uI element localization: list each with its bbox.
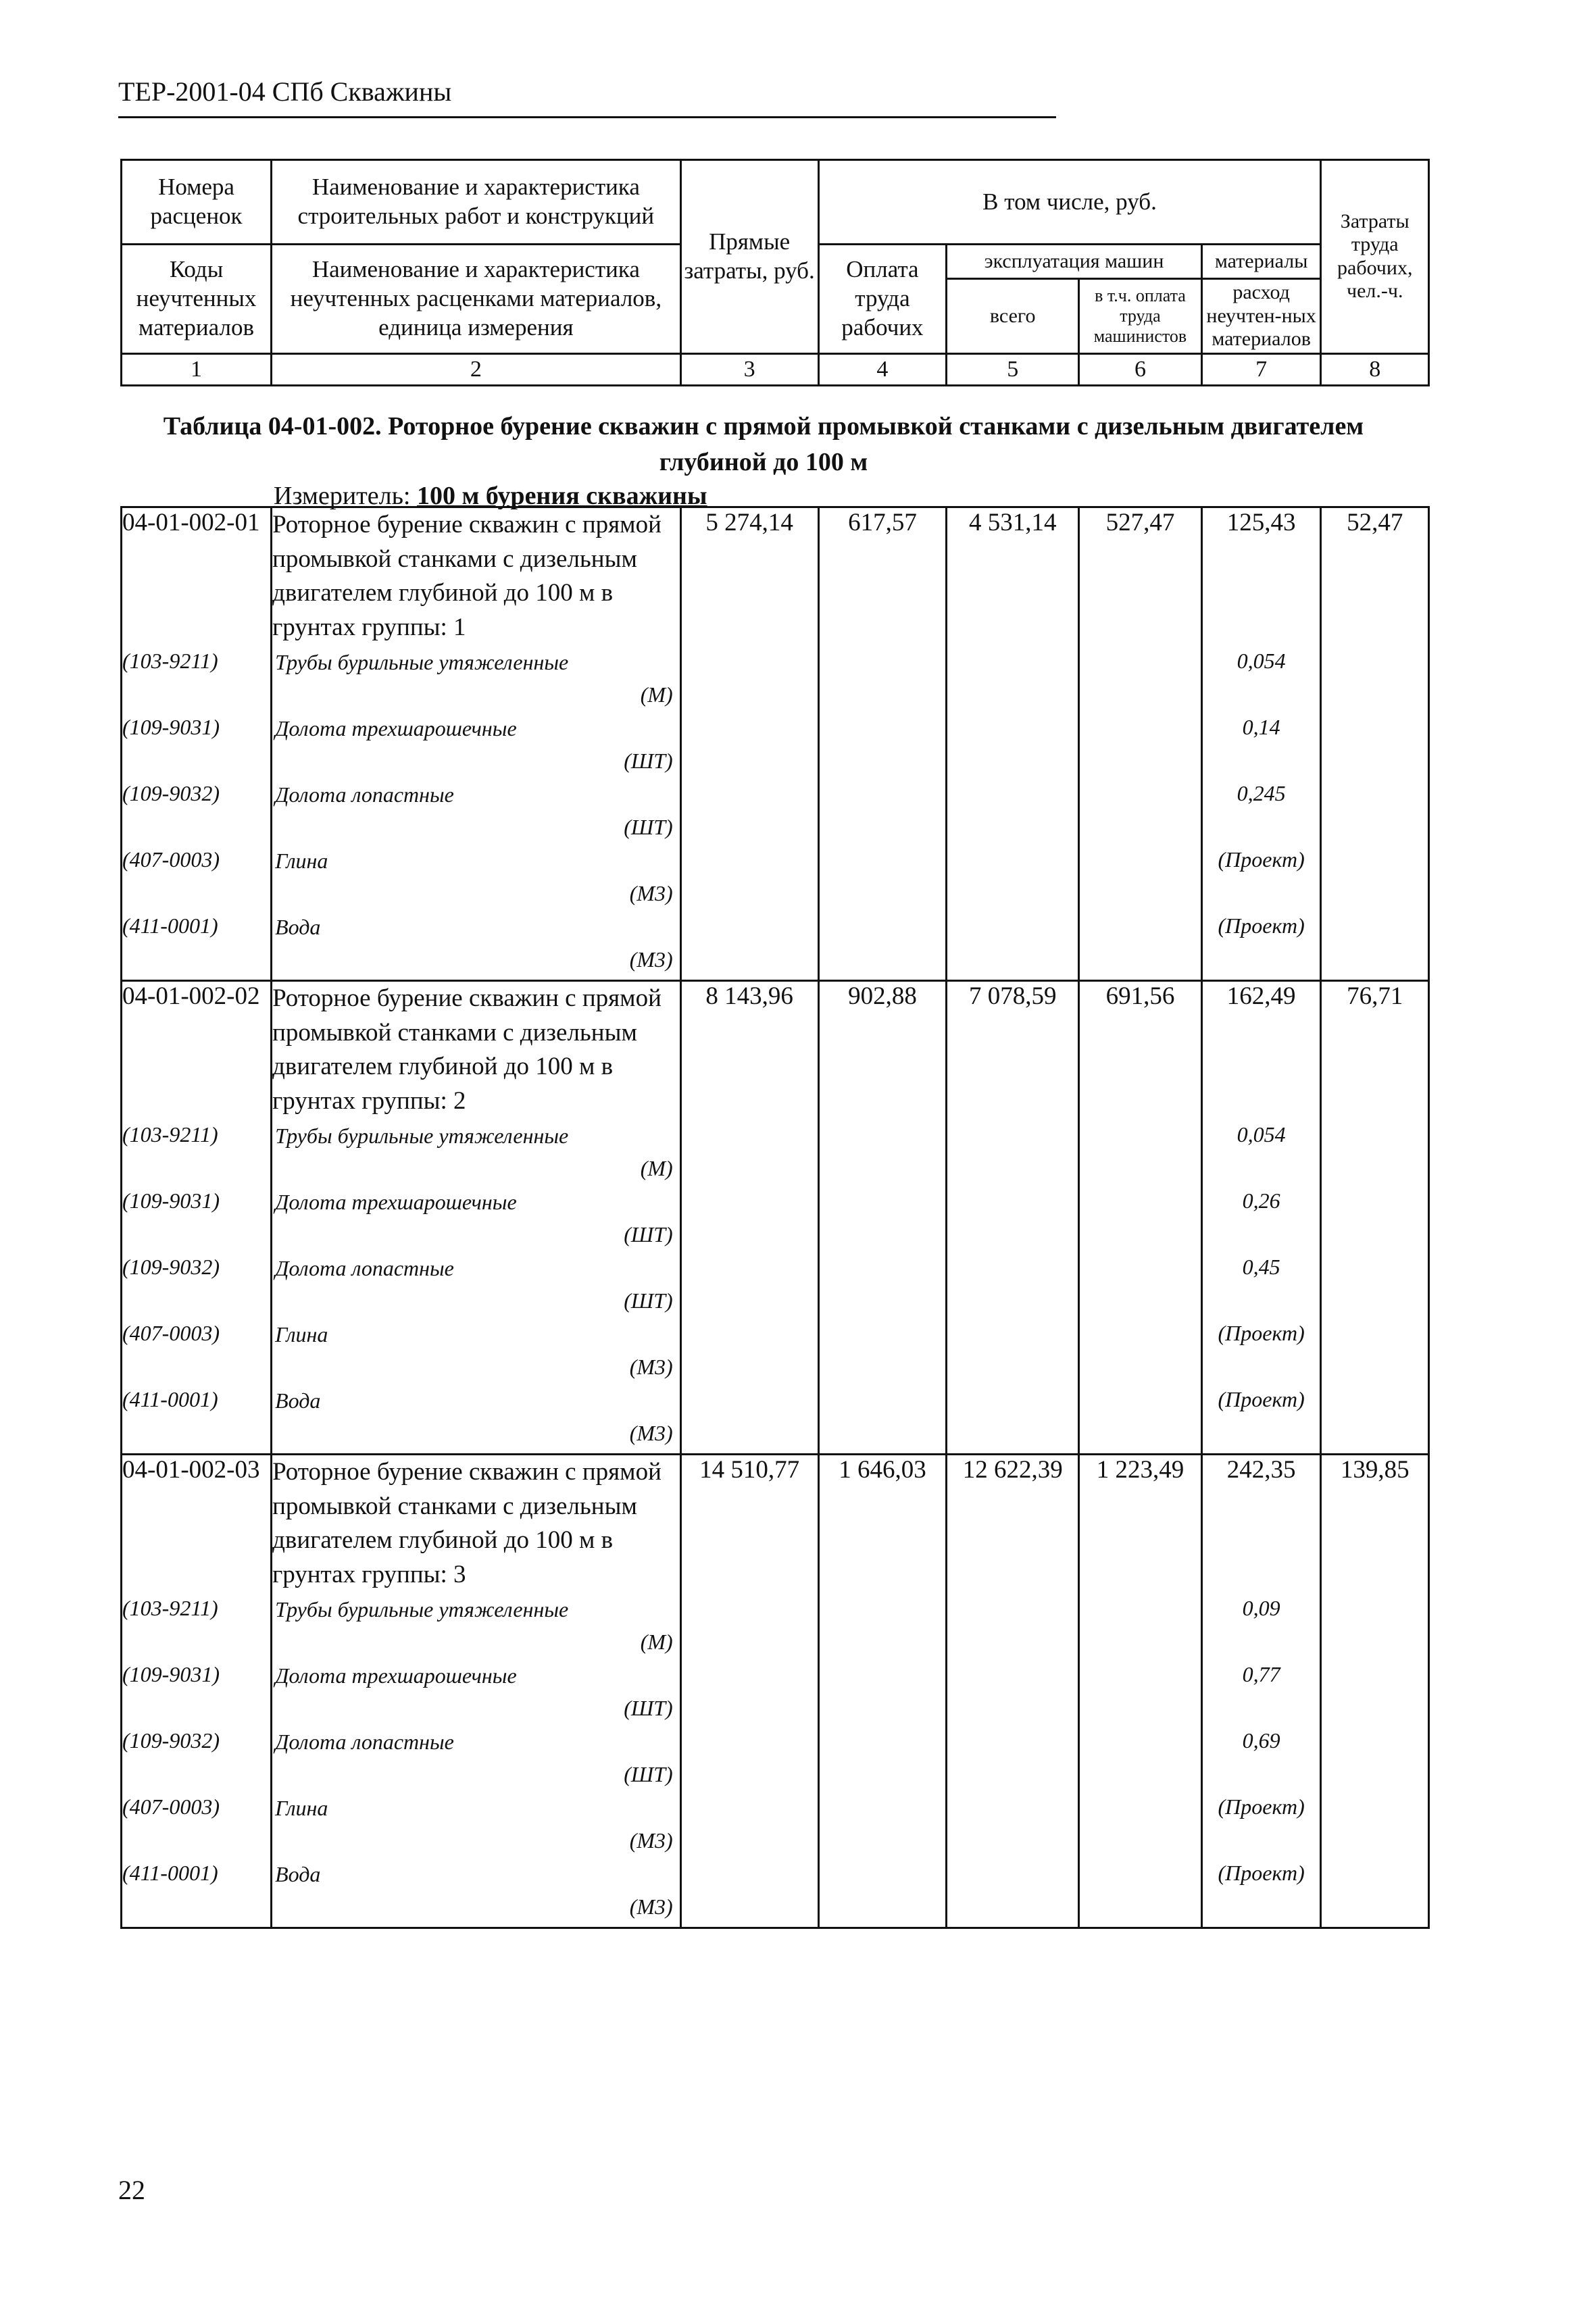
empty-cell	[1321, 1188, 1429, 1255]
empty-cell	[680, 913, 818, 981]
empty-cell	[818, 649, 947, 715]
material-code: (109-9031)	[122, 1662, 272, 1728]
column-number: 8	[1321, 353, 1429, 385]
column-number: 3	[680, 353, 818, 385]
material-cell	[272, 715, 681, 781]
material-unit: (М3)	[629, 947, 673, 972]
machines-total-value: 7 078,59	[947, 981, 1079, 1123]
empty-cell	[1321, 781, 1429, 847]
header-material-consumption: расход неучтен-ных материалов	[1201, 279, 1321, 354]
empty-cell	[1079, 1596, 1202, 1662]
empty-cell	[818, 1255, 947, 1321]
material-unit: (ШТ)	[624, 1222, 673, 1247]
material-quantity: 0,69	[1201, 1728, 1321, 1794]
empty-cell	[680, 1321, 818, 1387]
header-material-name: Наименование и характеристика неучтенных расценками материалов, единица измерения	[272, 245, 681, 354]
empty-cell	[818, 913, 947, 981]
empty-cell	[680, 1596, 818, 1662]
material-code: (109-9032)	[122, 781, 272, 847]
material-code: (411-0001)	[122, 1387, 272, 1455]
empty-cell	[680, 1255, 818, 1321]
material-cell	[272, 1188, 681, 1255]
material-code: (407-0003)	[122, 1321, 272, 1387]
header-worker-pay: Оплата труда рабочих	[818, 245, 947, 354]
direct-cost-value: 14 510,77	[680, 1455, 818, 1596]
material-name: Долота лопастные	[275, 782, 454, 807]
empty-cell	[1321, 1596, 1429, 1662]
empty-cell	[947, 847, 1079, 913]
material-code: (407-0003)	[122, 1794, 272, 1861]
material-row	[122, 1794, 1429, 1861]
material-name: Глина	[275, 1796, 328, 1820]
column-number: 2	[272, 353, 681, 385]
material-quantity: 0,77	[1201, 1662, 1321, 1728]
empty-cell	[680, 1122, 818, 1188]
direct-cost-value: 8 143,96	[680, 981, 818, 1123]
material-quantity: (Проект)	[1201, 1794, 1321, 1861]
material-cell	[272, 781, 681, 847]
material-code: (103-9211)	[122, 649, 272, 715]
material-code: (103-9211)	[122, 1596, 272, 1662]
empty-cell	[1321, 1387, 1429, 1455]
material-quantity: (Проект)	[1201, 1321, 1321, 1387]
material-name: Долота трехшарошечные	[275, 716, 517, 740]
empty-cell	[1321, 913, 1429, 981]
rates-table	[120, 506, 1430, 1929]
empty-cell	[1321, 1662, 1429, 1728]
material-code: (411-0001)	[122, 1861, 272, 1928]
empty-cell	[947, 1794, 1079, 1861]
material-code: (109-9032)	[122, 1255, 272, 1321]
empty-cell	[1079, 847, 1202, 913]
material-name: Глина	[275, 849, 328, 873]
column-number: 1	[122, 353, 272, 385]
header-rate-numbers: Номера расценок	[122, 160, 272, 245]
empty-cell	[680, 1662, 818, 1728]
empty-cell	[1321, 847, 1429, 913]
material-cell	[272, 913, 681, 981]
material-name: Вода	[275, 1388, 321, 1413]
material-cell	[272, 1387, 681, 1455]
rate-code: 04-01-002-01	[122, 507, 272, 649]
material-cell	[272, 1321, 681, 1387]
meter-label: Измеритель:	[274, 482, 411, 510]
material-unit: (ШТ)	[624, 1696, 673, 1720]
empty-cell	[818, 715, 947, 781]
machines-total-value: 4 531,14	[947, 507, 1079, 649]
header-machines-total: всего	[947, 279, 1079, 354]
material-quantity: (Проект)	[1201, 1861, 1321, 1928]
material-name: Долота лопастные	[275, 1730, 454, 1754]
material-unit: (ШТ)	[624, 1288, 673, 1313]
rate-row	[122, 507, 1429, 649]
machines-total-value: 12 622,39	[947, 1455, 1079, 1596]
labor-hours-value: 52,47	[1321, 507, 1429, 649]
empty-cell	[680, 781, 818, 847]
empty-cell	[1321, 1122, 1429, 1188]
empty-cell	[1321, 1861, 1429, 1928]
material-code: (411-0001)	[122, 913, 272, 981]
empty-cell	[947, 1255, 1079, 1321]
empty-cell	[680, 715, 818, 781]
material-row	[122, 1861, 1429, 1928]
empty-cell	[818, 1662, 947, 1728]
machinist-pay-value: 1 223,49	[1079, 1455, 1202, 1596]
empty-cell	[947, 1861, 1079, 1928]
material-name: Трубы бурильные утяжеленные	[275, 1597, 569, 1621]
empty-cell	[1079, 1321, 1202, 1387]
meter-value: 100 м бурения скважины	[417, 482, 707, 510]
rate-name: Роторное бурение скважин с прямой промывкой станками с дизельным двигателем глубиной до 100 м в грунтах группы: 2	[272, 981, 681, 1123]
material-row	[122, 1662, 1429, 1728]
header-direct-costs: Прямые затраты, руб.	[680, 160, 818, 354]
material-name: Глина	[275, 1322, 328, 1347]
material-name: Долота трехшарошечные	[275, 1190, 517, 1214]
material-quantity: 0,054	[1201, 1122, 1321, 1188]
material-row	[122, 1596, 1429, 1662]
material-row	[122, 649, 1429, 715]
empty-cell	[1321, 1255, 1429, 1321]
materials-value: 125,43	[1201, 507, 1321, 649]
empty-cell	[818, 1794, 947, 1861]
material-cell	[272, 1794, 681, 1861]
header-machine-operation: эксплуатация машин	[947, 245, 1201, 279]
material-cell	[272, 1255, 681, 1321]
column-number: 5	[947, 353, 1079, 385]
empty-cell	[1079, 1122, 1202, 1188]
empty-cell	[947, 1122, 1079, 1188]
material-cell	[272, 649, 681, 715]
material-row	[122, 847, 1429, 913]
empty-cell	[947, 1321, 1079, 1387]
material-quantity: 0,09	[1201, 1596, 1321, 1662]
materials-value: 242,35	[1201, 1455, 1321, 1596]
material-unit: (М3)	[629, 1828, 673, 1853]
material-unit: (ШТ)	[624, 1762, 673, 1786]
material-unit: (М)	[640, 1156, 673, 1180]
rate-code: 04-01-002-03	[122, 1455, 272, 1596]
empty-cell	[947, 1387, 1079, 1455]
header-material-codes: Коды неучтенных материалов	[122, 245, 272, 354]
machinist-pay-value: 527,47	[1079, 507, 1202, 649]
empty-cell	[680, 649, 818, 715]
empty-cell	[1079, 715, 1202, 781]
material-unit: (ШТ)	[624, 815, 673, 839]
empty-cell	[818, 1387, 947, 1455]
material-cell	[272, 1728, 681, 1794]
worker-pay-value: 617,57	[818, 507, 947, 649]
page-number: 22	[118, 2175, 145, 2205]
empty-cell	[947, 913, 1079, 981]
material-name: Долота лопастные	[275, 1256, 454, 1280]
material-quantity: (Проект)	[1201, 913, 1321, 981]
material-quantity: 0,14	[1201, 715, 1321, 781]
empty-cell	[818, 781, 947, 847]
material-name: Вода	[275, 1862, 321, 1886]
empty-cell	[1079, 1728, 1202, 1794]
empty-cell	[1079, 1188, 1202, 1255]
material-row	[122, 913, 1429, 981]
rate-row	[122, 981, 1429, 1123]
material-row	[122, 1728, 1429, 1794]
empty-cell	[680, 1794, 818, 1861]
material-name: Трубы бурильные утяжеленные	[275, 1124, 569, 1148]
material-quantity: 0,45	[1201, 1255, 1321, 1321]
empty-cell	[1321, 1728, 1429, 1794]
rate-name: Роторное бурение скважин с прямой промывкой станками с дизельным двигателем глубиной до 100 м в грунтах группы: 3	[272, 1455, 681, 1596]
material-unit: (М)	[640, 682, 673, 707]
empty-cell	[818, 1122, 947, 1188]
material-row	[122, 1255, 1429, 1321]
header-labor-hours: Затраты труда рабочих, чел.-ч.	[1321, 160, 1429, 354]
material-code: (109-9032)	[122, 1728, 272, 1794]
material-cell	[272, 847, 681, 913]
empty-cell	[1079, 1255, 1202, 1321]
material-code: (103-9211)	[122, 1122, 272, 1188]
material-unit: (М)	[640, 1630, 673, 1654]
material-name: Долота трехшарошечные	[275, 1663, 517, 1688]
labor-hours-value: 76,71	[1321, 981, 1429, 1123]
empty-cell	[818, 1188, 947, 1255]
worker-pay-value: 1 646,03	[818, 1455, 947, 1596]
machinist-pay-value: 691,56	[1079, 981, 1202, 1123]
rate-name: Роторное бурение скважин с прямой промывкой станками с дизельным двигателем глубиной до 100 м в грунтах группы: 1	[272, 507, 681, 649]
header-materials: материалы	[1201, 245, 1321, 279]
empty-cell	[680, 847, 818, 913]
empty-cell	[1079, 649, 1202, 715]
empty-cell	[1321, 1321, 1429, 1387]
material-row	[122, 1188, 1429, 1255]
empty-cell	[1321, 715, 1429, 781]
header-work-name: Наименование и характеристика строительных работ и конструкций	[272, 160, 681, 245]
empty-cell	[1079, 1662, 1202, 1728]
empty-cell	[818, 1596, 947, 1662]
empty-cell	[947, 1596, 1079, 1662]
material-row	[122, 781, 1429, 847]
rate-code: 04-01-002-02	[122, 981, 272, 1123]
material-unit: (ШТ)	[624, 749, 673, 773]
material-quantity: 0,245	[1201, 781, 1321, 847]
material-quantity: 0,26	[1201, 1188, 1321, 1255]
material-cell	[272, 1861, 681, 1928]
empty-cell	[680, 1188, 818, 1255]
empty-cell	[947, 781, 1079, 847]
material-unit: (М3)	[629, 1421, 673, 1445]
material-cell	[272, 1662, 681, 1728]
material-row	[122, 1321, 1429, 1387]
material-cell	[272, 1122, 681, 1188]
empty-cell	[818, 847, 947, 913]
empty-cell	[1079, 781, 1202, 847]
empty-cell	[947, 1188, 1079, 1255]
empty-cell	[680, 1387, 818, 1455]
empty-cell	[947, 1728, 1079, 1794]
material-unit: (М3)	[629, 881, 673, 905]
empty-cell	[1321, 649, 1429, 715]
header-machinist-pay: в т.ч. оплата труда машинистов	[1079, 279, 1202, 354]
empty-cell	[947, 715, 1079, 781]
empty-cell	[818, 1728, 947, 1794]
empty-cell	[947, 1662, 1079, 1728]
empty-cell	[680, 1861, 818, 1928]
header-rule	[118, 116, 1056, 118]
material-quantity: (Проект)	[1201, 847, 1321, 913]
materials-value: 162,49	[1201, 981, 1321, 1123]
empty-cell	[1321, 1794, 1429, 1861]
material-row	[122, 715, 1429, 781]
empty-cell	[1079, 1794, 1202, 1861]
worker-pay-value: 902,88	[818, 981, 947, 1123]
material-row	[122, 1122, 1429, 1188]
empty-cell	[818, 1321, 947, 1387]
rates-body	[122, 507, 1429, 1928]
material-code: (109-9031)	[122, 1188, 272, 1255]
material-code: (407-0003)	[122, 847, 272, 913]
column-number: 7	[1201, 353, 1321, 385]
rate-row	[122, 1455, 1429, 1596]
material-quantity: (Проект)	[1201, 1387, 1321, 1455]
material-quantity: 0,054	[1201, 649, 1321, 715]
material-cell	[272, 1596, 681, 1662]
material-unit: (М3)	[629, 1894, 673, 1919]
empty-cell	[1079, 913, 1202, 981]
empty-cell	[1079, 1387, 1202, 1455]
material-unit: (М3)	[629, 1355, 673, 1379]
labor-hours-value: 139,85	[1321, 1455, 1429, 1596]
material-code: (109-9031)	[122, 715, 272, 781]
direct-cost-value: 5 274,14	[680, 507, 818, 649]
column-number: 4	[818, 353, 947, 385]
empty-cell	[1079, 1861, 1202, 1928]
document-header: ТЕР-2001-04 СПб Скважины	[118, 76, 452, 107]
material-row	[122, 1387, 1429, 1455]
header-including: В том числе, руб.	[818, 160, 1321, 245]
empty-cell	[680, 1728, 818, 1794]
material-name: Трубы бурильные утяжеленные	[275, 650, 569, 674]
column-header-table	[120, 159, 1430, 386]
empty-cell	[818, 1861, 947, 1928]
table-caption: Таблица 04-01-002. Роторное бурение скважин с прямой промывкой станками с дизельным двигателем глубиной до 100 м	[163, 412, 1364, 477]
column-number: 6	[1079, 353, 1202, 385]
empty-cell	[947, 649, 1079, 715]
material-name: Вода	[275, 915, 321, 939]
